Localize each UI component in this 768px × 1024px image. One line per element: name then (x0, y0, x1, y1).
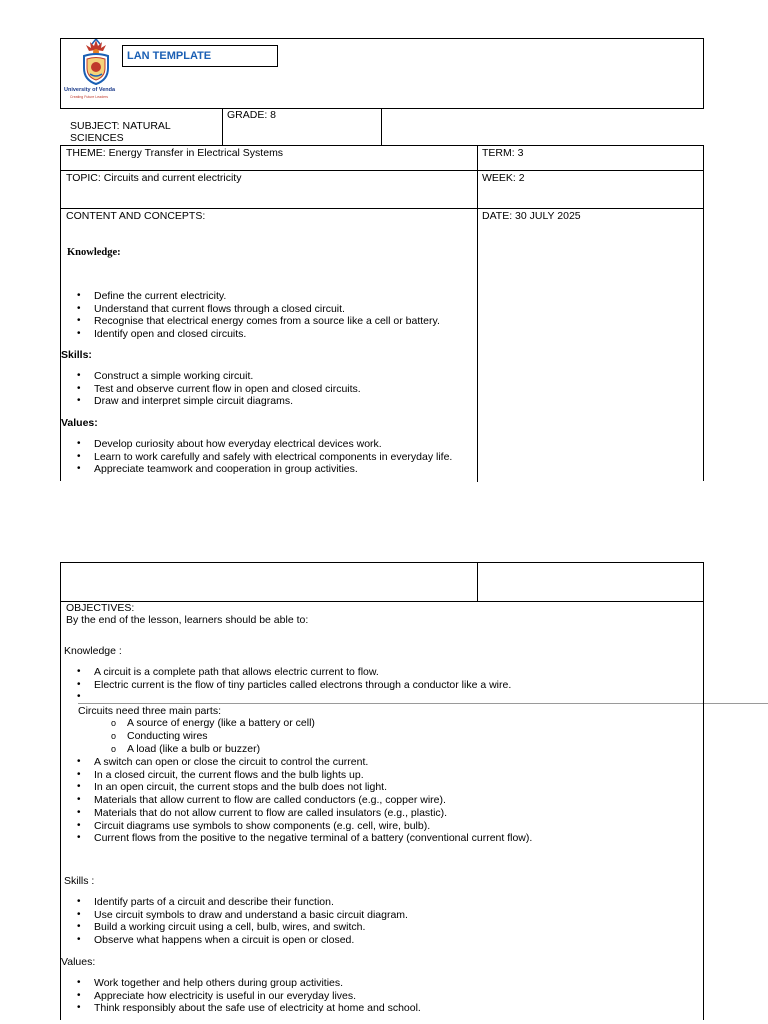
list-item: • Use circuit symbols to draw and understand a basic circuit diagram. (62, 909, 408, 922)
list-item: • Materials that do not allow current to flow are called insulators (e.g., plastic). (62, 807, 532, 820)
lesson-table-2 (60, 562, 704, 1020)
objectives-intro: By the end of the lesson, learners should be able to: (66, 614, 309, 626)
subject-label: SUBJECT: NATURAL SCIENCES (70, 120, 171, 144)
list-item: • Materials that allow current to flow are called conductors (e.g., copper wire). (62, 794, 532, 807)
list-item: • Test and observe current flow in open and closed circuits. (62, 383, 361, 396)
list-item: • Current flows from the positive to the negative terminal of a battery (conventional current flow). (62, 832, 532, 845)
list-item: • Construct a simple working circuit. (62, 370, 361, 383)
header-frame-left (60, 38, 61, 108)
list-item: • Define the current electricity. (62, 290, 440, 303)
skills-heading: Skills: (61, 349, 92, 361)
date-label: DATE: 30 JULY 2025 (482, 210, 581, 222)
list-item: • Work together and help others during group activities. (62, 977, 421, 990)
list-item: • Circuit diagrams use symbols to show components (e.g. cell, wire, bulb). (62, 820, 532, 833)
circuit-parts-heading: Circuits need three main parts: (78, 705, 221, 717)
list-item: • Learn to work carefully and safely with electrical components in everyday life. (62, 451, 452, 464)
list-item: • Appreciate teamwork and cooperation in group activities. (62, 463, 452, 476)
knowledge-heading-2: Knowledge : (64, 645, 122, 657)
table1-row-divider-2 (61, 208, 703, 209)
values-list-2 (62, 977, 421, 1015)
list-item: • Identify open and closed circuits. (62, 328, 440, 341)
header-frame-right (703, 38, 704, 108)
list-item: • A circuit is a complete path that allows electric current to flow. (62, 666, 511, 679)
title-box (122, 45, 278, 67)
circuit-parts-list (111, 717, 315, 756)
list-item: o Conducting wires (111, 730, 315, 743)
knowledge-heading: Knowledge: (67, 247, 121, 258)
university-crest-icon (76, 38, 116, 86)
list-item: • A switch can open or close the circuit to control the current. (62, 756, 532, 769)
skills-list-2 (62, 896, 408, 947)
table1-row-divider-1 (61, 170, 703, 171)
values-heading: Values: (61, 417, 98, 429)
week-label: WEEK: 2 (482, 172, 525, 184)
topic-label: TOPIC: Circuits and current electricity (66, 172, 242, 184)
table2-row-divider (61, 601, 703, 602)
skills-list (62, 370, 361, 408)
list-item: • Electric current is the flow of tiny particles called electrons through a conductor like a wire. (62, 679, 511, 692)
list-item: • Observe what happens when a circuit is open or closed. (62, 934, 408, 947)
list-item: • Build a working circuit using a cell, bulb, wires, and switch. (62, 921, 408, 934)
list-item: • In an open circuit, the current stops and the bulb does not light. (62, 781, 532, 794)
list-item: • Recognise that electrical energy comes from a source like a cell or battery. (62, 315, 440, 328)
list-item: • Draw and interpret simple circuit diagrams. (62, 395, 361, 408)
table2-col-divider (477, 563, 478, 601)
grade-label: GRADE: 8 (227, 109, 277, 121)
objectives-heading: OBJECTIVES: (66, 602, 135, 614)
logo-name: University of Venda (64, 87, 116, 93)
grade-cell (222, 108, 382, 145)
lesson-table-1 (60, 145, 704, 481)
knowledge-list (62, 290, 440, 341)
values-list (62, 438, 452, 476)
university-logo (64, 38, 130, 100)
list-item: • In a closed circuit, the current flows and the bulb lights up. (62, 769, 532, 782)
values-heading-2: Values: (61, 956, 96, 968)
list-item: • Develop curiosity about how everyday electrical devices work. (62, 438, 452, 451)
list-item: • Appreciate how electricity is useful in our everyday lives. (62, 990, 421, 1003)
logo-motto: Creating Future Leaders (70, 95, 108, 99)
skills-heading-2: Skills : (64, 875, 95, 887)
separator-line (78, 703, 768, 704)
list-item: o A load (like a bulb or buzzer) (111, 743, 315, 756)
subject-cell (60, 108, 222, 145)
list-item: • Understand that current flows through a closed circuit. (62, 303, 440, 316)
table2-right-edge (703, 562, 704, 1020)
theme-label: THEME: Energy Transfer in Electrical Systems (66, 147, 284, 159)
list-item: o A source of energy (like a battery or cell) (111, 717, 315, 730)
header-frame-top (60, 38, 704, 39)
page-title: LAN TEMPLATE (127, 50, 212, 62)
list-item: • Identify parts of a circuit and describe their function. (62, 896, 408, 909)
table1-col-divider (477, 146, 478, 482)
list-item: • Think responsibly about the safe use of electricity at home and school. (62, 1002, 421, 1015)
content-heading: CONTENT AND CONCEPTS: (66, 210, 206, 222)
knowledge-list-a (62, 666, 511, 704)
term-label: TERM: 3 (482, 147, 524, 159)
knowledge-list-b (62, 756, 532, 845)
